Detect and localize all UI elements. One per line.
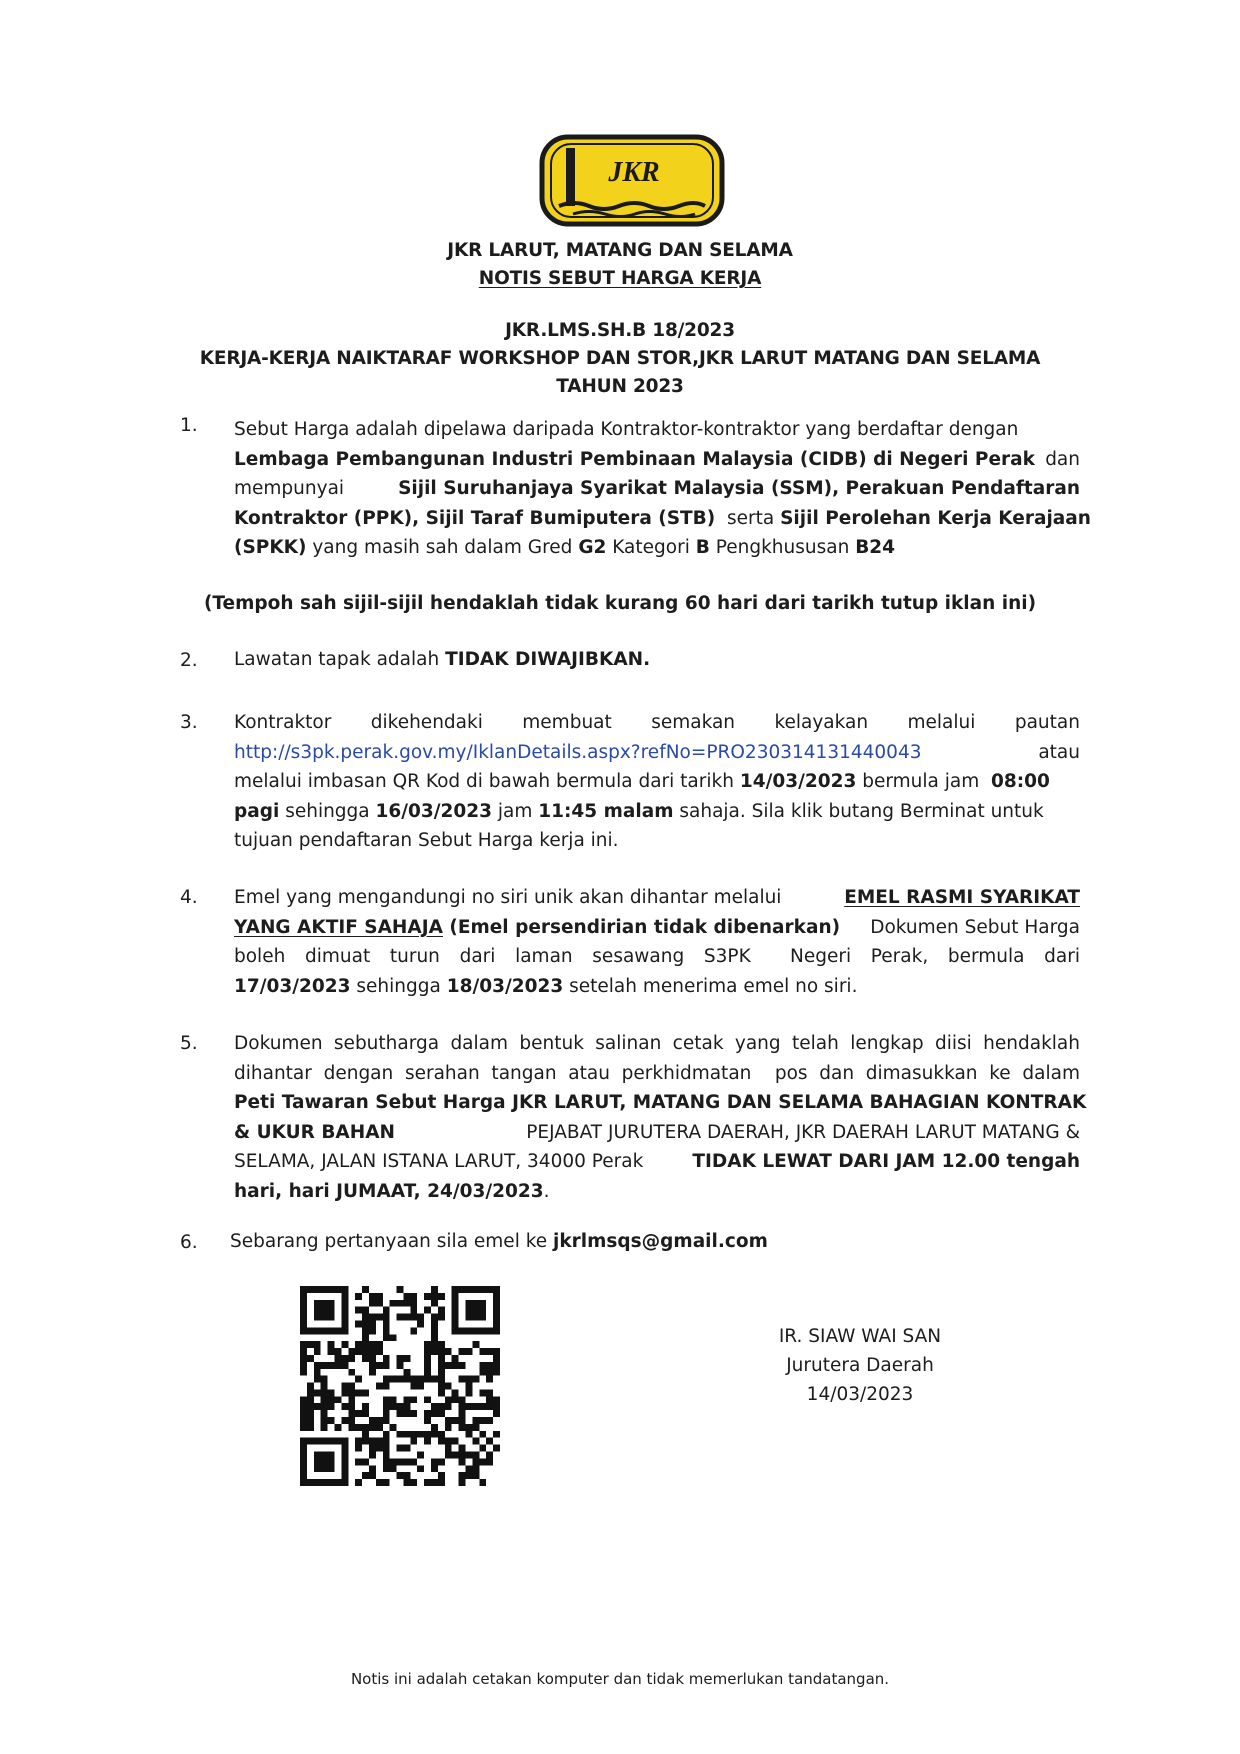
signature-date: 14/03/2023 xyxy=(806,1384,914,1405)
project-year: TAHUN 2023 xyxy=(556,376,684,397)
office-title: JKR LARUT, MATANG DAN SELAMA xyxy=(447,240,793,261)
reference-number: JKR.LMS.SH.B 18/2023 xyxy=(505,320,735,341)
specialization-value: B24 xyxy=(855,537,896,558)
end-time: 11:45 malam xyxy=(538,800,674,822)
item-number: 1. xyxy=(180,415,198,436)
engineer-title: Jurutera Daerah xyxy=(786,1355,934,1376)
jkr-logo-text: JKR xyxy=(608,157,660,188)
start-date: 14/03/2023 xyxy=(739,771,857,792)
item-number: 4. xyxy=(180,887,198,908)
start-time: 08:00 xyxy=(990,771,1050,792)
item-number: 3. xyxy=(180,712,198,733)
category-value: B xyxy=(695,537,710,558)
jkr-logo xyxy=(539,134,725,227)
notice-page: JKR JKR LARUT, MATANG DAN SELAMA NOTIS SEBUT HARGA KERJA JKR.LMS.SH.B 18/2023 KERJA-KERJA NAIKTARAF WORKSHOP DAN STOR,JKR LARUT MATANG DAN SELAMA TAHUN 2023 1. Sebut Harga adalah dipelawa daripada Kontraktor-kontraktor yang berdaftar dengan Lembaga Pembangunan Industri Pembinaan Malaysia (CIDB) di Negeri Perak dan mempunyai Sijil Suruhanjaya Syarikat Malaysia (SSM), Perakuan Pendaftaran Kontraktor (PPK), Sijil Taraf Bumiputera (STB) serta Sijil Perolehan Kerja Kerajaan (SPKK) yang masih sah dalam Gred G2 Kategori B Pengkhususan B24 (Tempoh sah sijil-sijil hendaklah tidak kurang 60 hari dari tarikh tutup iklan ini) 2. Lawatan tapak adalah TIDAK DIWAJIBKAN. 3. Kontraktor dikehendaki membuat semakan kelayakan melalui pautan http://s3pk.perak.gov.my/IklanDetails.aspx?refNo=PRO230314131440043 atau melalui imbasan QR Kod di bawah bermula dari tarikh 14/03/2023 bermula jam 08:00 pagi sehingga 16/03/2023 jam 11:45 malam sahaja. Sila klik butang Berminat untuk tujuan pendaftaran Sebut Harga kerja ini. 4. Emel yang mengandungi no siri unik akan dihantar melalui EMEL RASMI SYARIKAT YANG AKTIF SAHAJA (Emel persendirian tidak dibenarkan) Dokumen Sebut Harga boleh dimuat turun dari laman sesawang S3PK Negeri Perak, bermula dari 17/03/2023 sehingga 18/03/2023 setelah menerima emel no siri. 5. Dokumen sebutharga dalam bentuk salinan cetak yang telah lengkap diisi hendaklah dihantar dengan serahan tangan atau perkhidmatan pos dan dimasukkan ke dalam Peti Tawaran Sebut Harga JKR LARUT, MATANG DAN SELAMA BAHAGIAN KONTRAK & UKUR BAHAN PEJABAT JURUTERA DAERAH, JKR DAERAH LARUT MATANG & SELAMA, JALAN ISTANA LARUT, 34000 Perak TIDAK LEWAT DARI JAM 12.00 tengah hari, hari JUMAAT, 24/03/2023. 6. Sebarang pertanyaan sila emel ke jkrlmsqs@gmail.com IR. SIAW WAI SAN Jurutera Daerah 14/03/2023 Notis ini adalah cetakan komputer dan tidak memerlukan tandatangan. xyxy=(0,0,1240,1754)
engineer-name: IR. SIAW WAI SAN xyxy=(778,1326,942,1347)
validity-note: (Tempoh sah sijil-sijil hendaklah tidak kurang 60 hari dari tarikh tutup iklan ini) xyxy=(203,593,1037,614)
contact-email[interactable]: jkrlmsqs@gmail.com xyxy=(553,1231,768,1252)
official-email-requirement: EMEL RASMI SYARIKAT xyxy=(844,887,1080,908)
closing-date: hari, hari JUMAAT, 24/03/2023 xyxy=(234,1180,544,1202)
s3pk-link[interactable]: http://s3pk.perak.gov.my/IklanDetails.aspx?refNo=PRO230314131440043 xyxy=(234,741,922,763)
item-number: 6. xyxy=(180,1232,198,1253)
item-number: 2. xyxy=(180,650,198,671)
item-1-text: Sebut Harga adalah dipelawa daripada Kontraktor-kontraktor yang berdaftar dengan xyxy=(234,419,1019,440)
notice-title: NOTIS SEBUT HARGA KERJA xyxy=(478,268,762,289)
item-number: 5. xyxy=(180,1033,198,1054)
end-date: 16/03/2023 xyxy=(375,800,493,822)
qr-code-image[interactable] xyxy=(300,1286,500,1486)
item-1-cidb: Lembaga Pembangunan Industri Pembinaan Malaysia (CIDB) di Negeri Perak xyxy=(234,448,1035,470)
submission-box: Peti Tawaran Sebut Harga JKR LARUT, MATANG DAN SELAMA BAHAGIAN KONTRAK xyxy=(234,1092,1087,1113)
footer-note: Notis ini adalah cetakan komputer dan tidak memerlukan tandatangan. xyxy=(350,1670,890,1688)
site-visit-status: TIDAK DIWAJIBKAN. xyxy=(445,649,651,670)
download-start-date: 17/03/2023 xyxy=(234,975,351,997)
signature-block xyxy=(700,1322,1020,1409)
item-1-ssm: Sijil Suruhanjaya Syarikat Malaysia (SSM), Perakuan Pendaftaran xyxy=(398,478,1080,499)
project-title: KERJA-KERJA NAIKTARAF WORKSHOP DAN STOR,JKR LARUT MATANG DAN SELAMA xyxy=(199,348,1041,369)
download-end-date: 18/03/2023 xyxy=(446,975,564,997)
grade-value: G2 xyxy=(578,537,607,558)
closing-time: TIDAK LEWAT DARI JAM 12.00 tengah xyxy=(692,1151,1080,1172)
